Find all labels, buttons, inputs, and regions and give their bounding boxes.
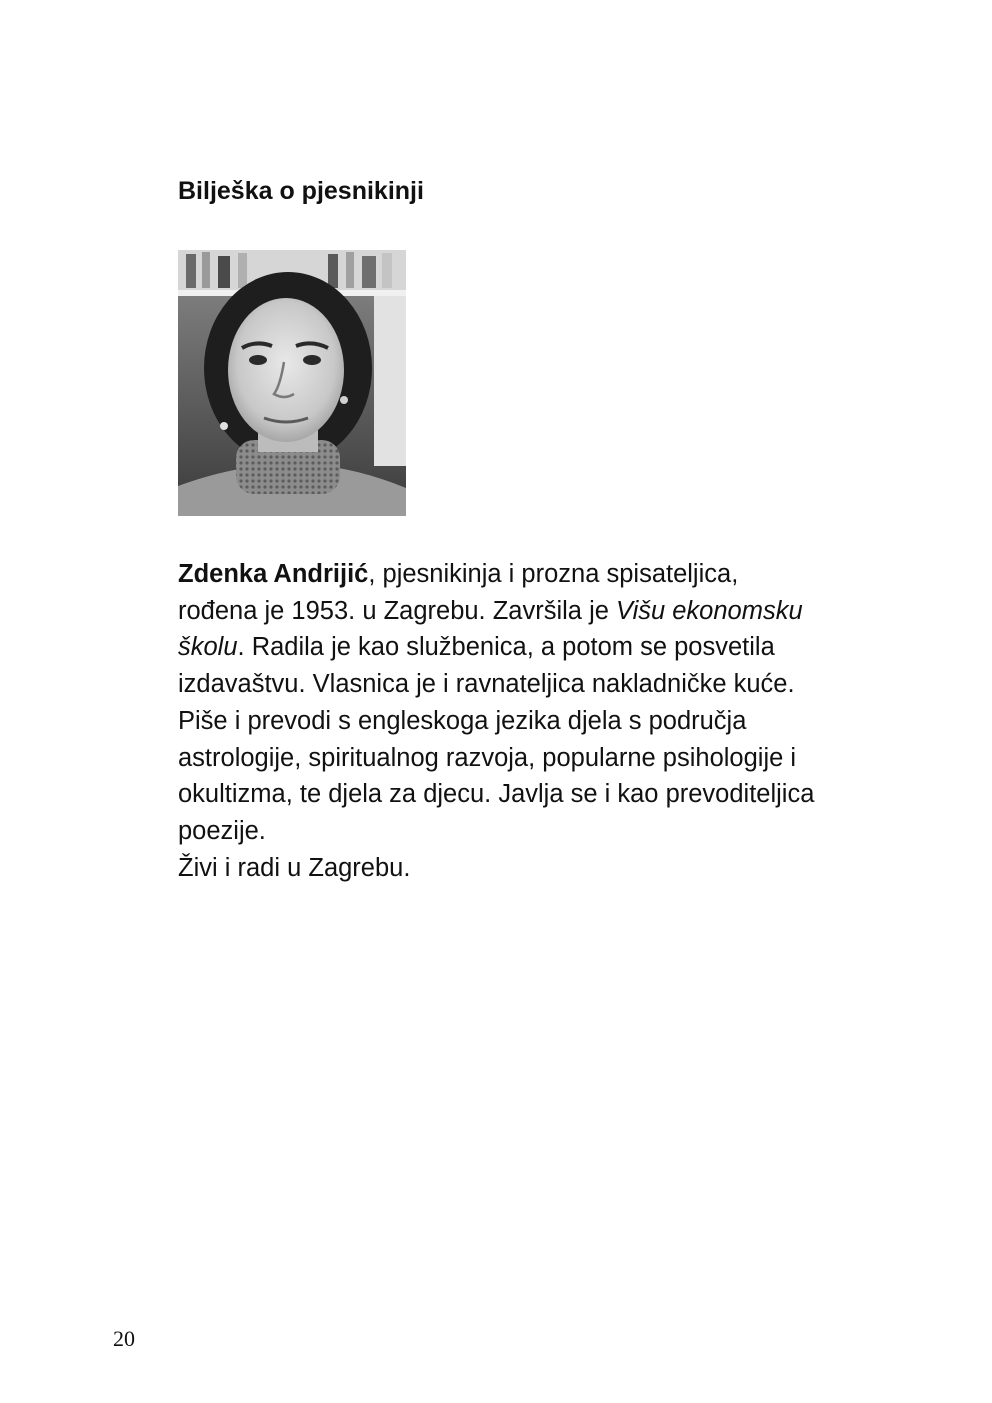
bio-line: rođena je 1953. u Zagrebu. Završila je Višu ekonomsku xyxy=(178,596,803,625)
school-name-cont: školu xyxy=(178,633,238,662)
bio-line: okultizma, te djela za djecu. Javlja se i kao prevoditeljica xyxy=(178,780,815,809)
school-name: Višu ekonomsku xyxy=(616,596,803,625)
author-biography xyxy=(178,556,898,886)
bio-line: poezije. xyxy=(178,816,266,845)
bio-line: izdavaštvu. Vlasnica je i ravnateljica nakladničke kuće. xyxy=(178,670,795,699)
page-number: 20 xyxy=(113,1326,135,1351)
author-portrait xyxy=(178,250,406,516)
bio-line: Zdenka Andrijić, pjesnikinja i prozna spisateljica, xyxy=(178,560,739,588)
bio-line: Živi i radi u Zagrebu. xyxy=(178,853,411,882)
page-title: Bilješka o pjesnikinji xyxy=(178,177,424,205)
author-name: Zdenka Andrijić xyxy=(178,560,369,588)
bio-line: Piše i prevodi s engleskoga jezika djela s područja xyxy=(178,706,747,735)
bio-line: astrologije, spiritualnog razvoja, popularne psihologije i xyxy=(178,743,797,772)
bio-line: školu. Radila je kao službenica, a potom se posvetila xyxy=(178,633,775,662)
